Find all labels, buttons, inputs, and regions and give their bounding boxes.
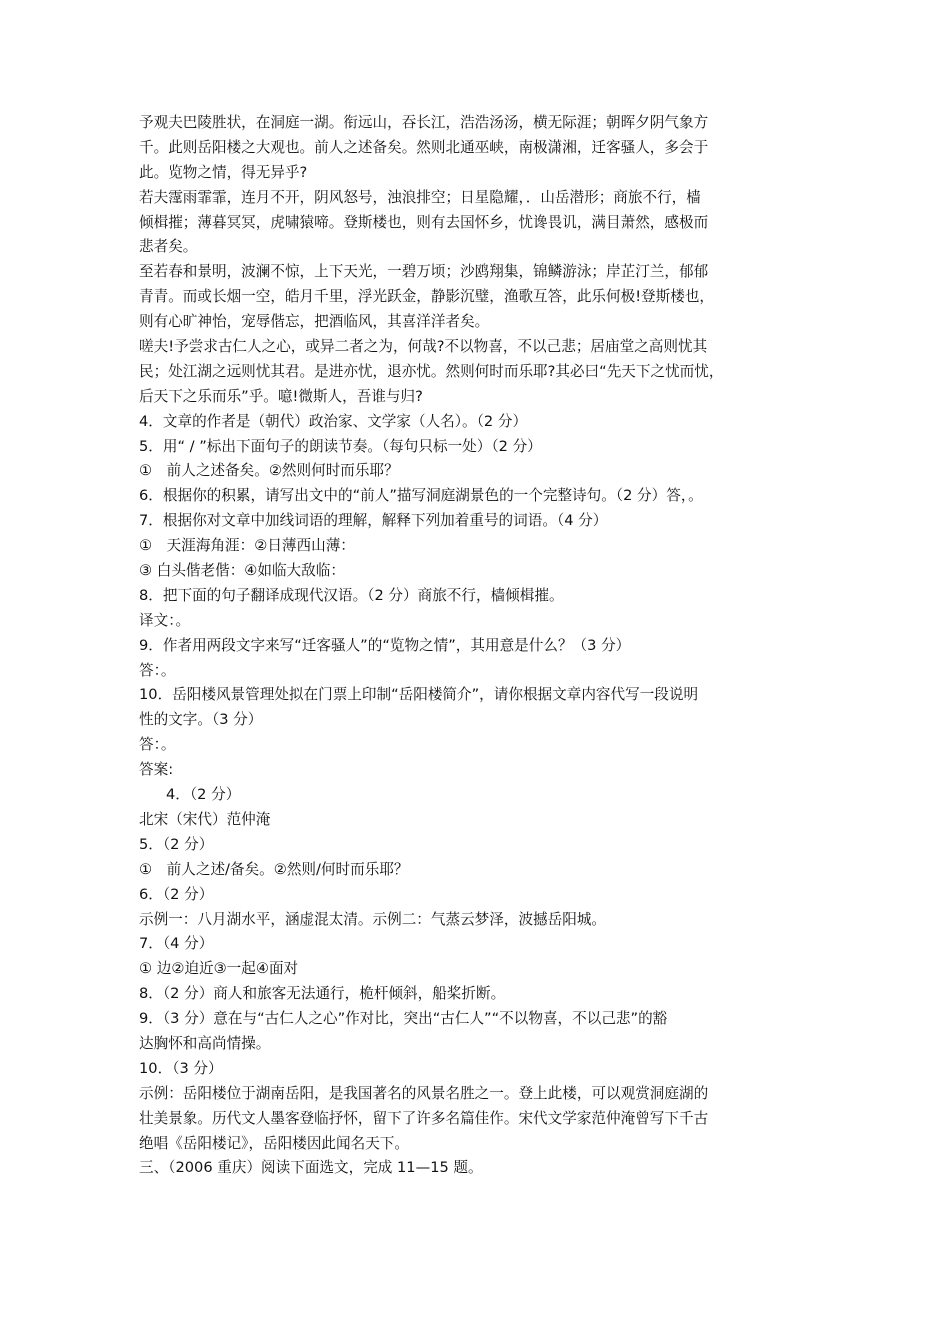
passage-line: 后天下之乐而乐”乎。噫!微斯人，吾谁与归? <box>139 387 423 405</box>
answer-line: 达胸怀和高尚情操。 <box>139 1034 271 1052</box>
question-line: 9．作者用两段文字来写“迁客骚人”的“览物之情”，其用意是什么？（3 分） <box>139 636 631 654</box>
passage-line: 则有心旷神怡，宠辱偕忘，把酒临风，其喜洋洋者矣。 <box>139 313 490 331</box>
question-line: 8．把下面的句子翻译成现代汉语。（2 分）商旅不行，樯倾楫摧。 <box>139 586 564 604</box>
passage-line: 至若春和景明，波澜不惊，上下天光，一碧万顷；沙鸥翔集，锦鳞游泳；岸芷汀兰，郁郁 <box>139 263 709 281</box>
passage-line: 千。此则岳阳楼之大观也。前人之述备矣。然则北通巫峡，南极潇湘，迁客骚人，多会于 <box>139 138 709 156</box>
answer-line: 绝唱《岳阳楼记》，岳阳楼因此闻名天下。 <box>139 1134 409 1152</box>
question-line: 6．根据你的积累，请写出文中的“前人”描写洞庭湖景色的一个完整诗句。（2 分）答，。 <box>139 487 703 505</box>
document-body <box>139 111 829 1181</box>
passage-line: 倾楫摧；薄暮冥冥，虎啸猿啼。登斯楼也，则有去国怀乡，忧谗畏讥，满目萧然，感极而 <box>139 213 709 231</box>
passage-line: 青青。而或长烟一空，皓月千里，浮光跃金，静影沉璧，渔歌互答，此乐何极!登斯楼也， <box>139 288 715 306</box>
answer-line: ① 边②迫近③一起④面对 <box>139 960 299 978</box>
answer-line: 5．（2 分） <box>139 835 214 853</box>
answer-line: ① 前人之述/备矣。②然则/何时而乐耶？ <box>139 860 409 878</box>
question-line: 答：。 <box>139 661 176 679</box>
answers-heading: 答案: <box>139 761 174 779</box>
question-line: ③ 白头偕老偕：④如临大敌临： <box>139 562 345 580</box>
answer-line: 4．（2 分） <box>166 786 241 804</box>
answer-line: 9．（3 分）意在与“古仁人之心”作对比，突出“古仁人”“不以物喜，不以己悲”的豁 <box>139 1010 668 1028</box>
question-line: 4．文章的作者是（朝代）政治家、文学家（人名）。（2 分） <box>139 412 528 430</box>
answer-line: 北宋（宋代）范仲淹 <box>139 810 271 828</box>
question-line: 答：。 <box>139 736 176 754</box>
passage-line: 民；处江湖之远则忧其君。是进亦忧，退亦忧。然则何时而乐耶?其必曰“先天下之忧而忧， <box>139 362 724 380</box>
answer-line: 示例一：八月湖水平，涵虚混太清。示例二：气蒸云梦泽，波撼岳阳城。 <box>139 910 607 928</box>
question-line: 10．岳阳楼风景管理处拟在门票上印制“岳阳楼简介”，请你根据文章内容代写一段说明 <box>139 686 699 704</box>
passage-line: 悲者矣。 <box>139 238 198 256</box>
question-line: ① 天涯海角涯：②日薄西山薄： <box>139 537 355 555</box>
answer-line: 8．（2 分）商人和旅客无法通行，桅杆倾斜，船桨折断。 <box>139 985 506 1003</box>
answer-line: 6．（2 分） <box>139 885 214 903</box>
passage-line: 予观夫巴陵胜状，在洞庭一湖。衔远山，吞长江，浩浩汤汤，横无际涯；朝晖夕阴气象方 <box>139 114 709 131</box>
answer-line: 7．（4 分） <box>139 935 214 953</box>
question-line: 5．用“ / ”标出下面句子的朗读节奏。（每句只标一处）（2 分） <box>139 437 542 455</box>
passage-line: 此。览物之情，得无异乎? <box>139 163 308 181</box>
question-line: 性的文字。（3 分） <box>139 711 263 729</box>
question-line: 译文：。 <box>139 611 191 629</box>
passage-line: 若夫霪雨霏霏，连月不开，阴风怒号，浊浪排空；日星隐耀，．山岳潜形；商旅不行，樯 <box>139 188 701 206</box>
question-line: ① 前人之述备矣。②然则何时而乐耶？ <box>139 462 399 480</box>
question-line: 7．根据你对文章中加线词语的理解，解释下列加着重号的词语。（4 分） <box>139 512 608 530</box>
answer-line: 10．（3 分） <box>139 1059 223 1077</box>
section-heading: 三、（2006 重庆）阅读下面选文，完成 11—15 题。 <box>139 1159 483 1177</box>
passage-line: 嗟夫!予尝求古仁人之心，或异二者之为，何哉?不以物喜，不以己悲；居庙堂之高则忧其 <box>139 338 708 356</box>
answer-line: 示例：岳阳楼位于湖南岳阳，是我国著名的风景名胜之一。登上此楼，可以观赏洞庭湖的 <box>139 1084 709 1102</box>
answer-line: 壮美景象。历代文人墨客登临抒怀，留下了许多名篇佳作。宋代文学家范仲淹曾写下千古 <box>139 1109 709 1127</box>
